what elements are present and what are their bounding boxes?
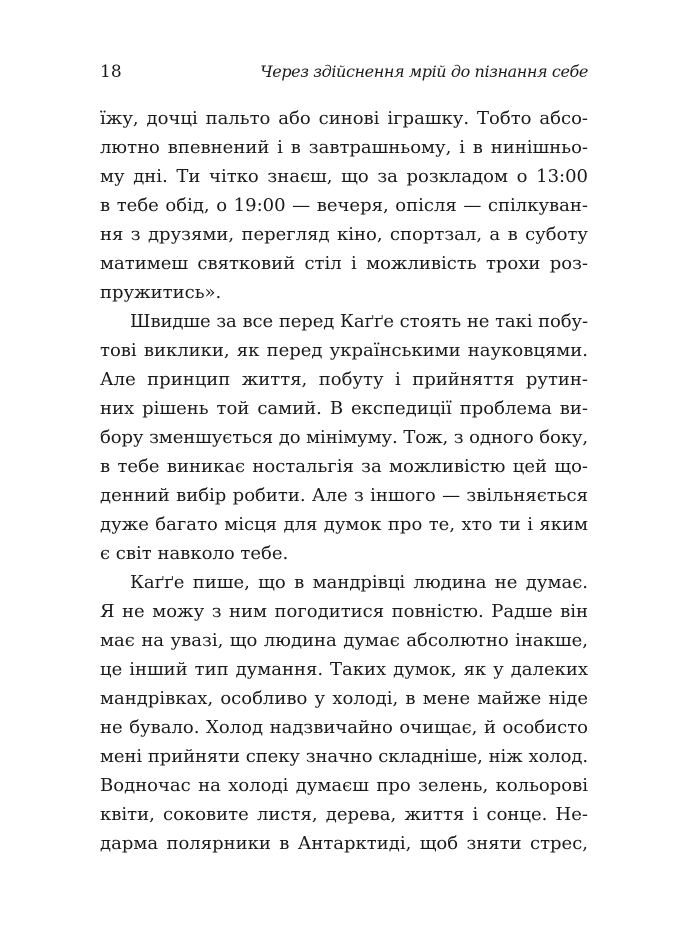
- page-header: [100, 62, 588, 88]
- text-line: дуже багато місця для думок про те, хто ти і яким: [100, 514, 588, 535]
- page-number: 18: [100, 62, 122, 82]
- text-line: дарма полярники в Антарктиді, щоб зняти стрес,: [100, 833, 588, 854]
- text-line: в тебе обід, о 19:00 — вечеря, опісля — спілкуван-: [100, 195, 588, 216]
- running-title: Через здійснення мрій до пізнання себе: [260, 62, 588, 81]
- text-line: мені прийняти спеку значно складніше, ніж холод.: [100, 746, 588, 767]
- text-line: матимеш святковий стіл і можливість трохи роз-: [100, 253, 588, 274]
- text-line: бору зменшується до мінімуму. Тож, з одного боку,: [100, 427, 588, 448]
- text-line: них рішень той самий. В експедиції проблема ви-: [100, 398, 588, 419]
- text-line: лютно впевнений і в завтрашньому, і в нинішньо-: [100, 137, 588, 158]
- body-text: [100, 104, 588, 858]
- text-line: в тебе виникає ностальгія за можливістю цей що-: [100, 456, 588, 477]
- text-line: пружитись».: [100, 282, 222, 303]
- text-line: Водночас на холоді думаєш про зелень, кольорові: [100, 775, 588, 796]
- text-line: має на увазі, що людина думає абсолютно інакше,: [100, 630, 588, 651]
- text-line: ня з друзями, перегляд кіно, спортзал, а в суботу: [100, 224, 588, 245]
- text-line: квіти, соковите листя, дерева, життя і сонце. Не-: [100, 804, 588, 825]
- text-line: денний вибір робити. Але з іншого — звільняється: [100, 485, 588, 506]
- text-line: їжу, дочці пальто або синові іграшку. Тобто абсо-: [100, 108, 588, 129]
- text-line: Я не можу з ним погодитися повністю. Радше він: [100, 601, 588, 622]
- text-line: не бувало. Холод надзвичайно очищає, й особисто: [100, 717, 588, 738]
- text-line: Але принцип життя, побуту і прийняття рутин-: [100, 369, 588, 390]
- text-line: Каґґе пише, що в мандрівці людина не думає.: [130, 572, 588, 593]
- text-line: му дні. Ти чітко знаєш, що за розкладом о 13:00: [100, 166, 588, 187]
- text-line: тові виклики, як перед українськими науковцями.: [100, 340, 588, 361]
- text-line: мандрівках, особливо у холоді, в мене майже ніде: [100, 688, 588, 709]
- text-line: Швидше за все перед Каґґе стоять не такі побу-: [130, 311, 588, 332]
- text-line: це інший тип думання. Таких думок, як у далеких: [100, 659, 588, 680]
- text-line: є світ навколо тебе.: [100, 543, 289, 564]
